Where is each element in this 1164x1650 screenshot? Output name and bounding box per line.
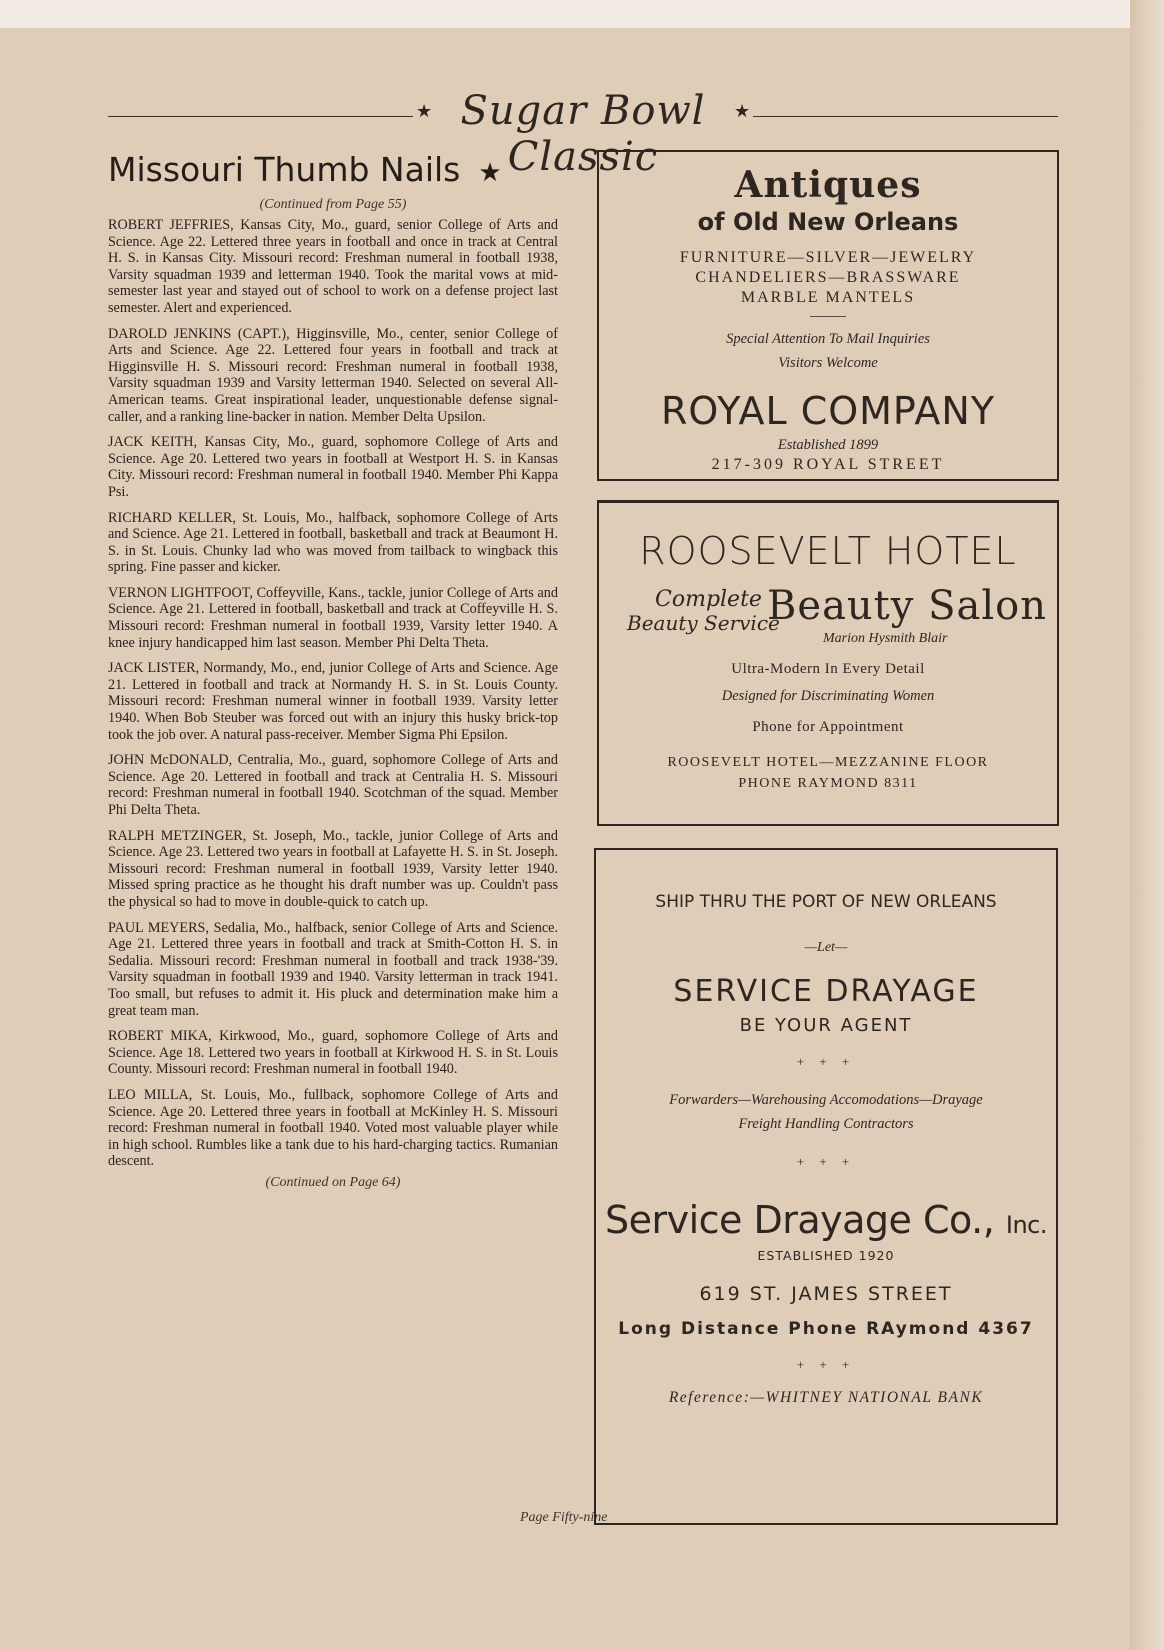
ad-antiques-subtitle: of Old New Orleans bbox=[697, 208, 959, 236]
ad-antiques-company: ROYAL COMPANY bbox=[660, 389, 996, 433]
player-bio: LEO MILLA, St. Louis, Mo., fullback, sophomore College of Arts and Science. Age 20. Lettered three years in football at McKinley H. S. Missouri record: Freshman numeral in football 1940. Voted most valuable player while in high school. Rumbles like a tank due to his hard-charging tactics. Rumanian descent. bbox=[108, 1086, 558, 1170]
player-bio: RICHARD KELLER, St. Louis, Mo., halfback, sophomore College of Arts and Science. Age 21. Lettered in football, basketball and track at Beaumont H. S. in St. Louis. Chunky lad who was moved from tailback to wingback this spring. Fine passer and kicker. bbox=[108, 509, 558, 576]
star-icon: ★ bbox=[734, 101, 751, 121]
note-line: Special Attention To Mail Inquiries bbox=[726, 331, 930, 347]
product-line: FURNITURE—SILVER—JEWELRY bbox=[679, 249, 977, 266]
player-bio: ROBERT JEFFRIES, Kansas City, Mo., guard, senior College of Arts and Science. Age 22. Lettered three years in football and once in track at Central H. S. in Kansas City. Missouri record: Freshman numeral in football 1938, Varsity squadman 1939 and letterman 1940. Took the marital vows at mid-semester last year and stayed out of school to work on a defense project last semester. Alert and experienced. bbox=[108, 217, 558, 316]
player-bio: VERNON LIGHTFOOT, Coffeyville, Kans., tackle, junior College of Arts and Science. Age 21. Lettered in football, basketball and track at Coffeyville H. S. Missouri record: Freshman numeral in football 1939, Varsity letter 1940. A knee injury handicapped him last season. Member Phi Delta Theta. bbox=[108, 584, 558, 651]
services-line: Freight Handling Contractors bbox=[738, 1116, 914, 1132]
phone-line: PHONE RAYMOND 8311 bbox=[738, 776, 918, 791]
ad-roosevelt-tagline: Designed for Discriminating Women bbox=[721, 688, 935, 704]
ad-antiques-address: 217-309 ROYAL STREET bbox=[711, 456, 945, 473]
beauty-salon-heading: Beauty Salon bbox=[767, 583, 1047, 629]
ad-roosevelt-line: Phone for Appointment bbox=[752, 719, 904, 735]
scan-right-margin bbox=[1130, 0, 1164, 1650]
product-line: MARBLE MANTELS bbox=[740, 289, 916, 306]
ad-drayage-headline: SHIP THRU THE PORT OF NEW ORLEANS bbox=[655, 892, 997, 912]
player-bio: ROBERT MIKA, Kirkwood, Mo., guard, sophomore College of Arts and Science. Age 18. Lettered two years in football at Kirkwood H. S. in St. Louis County. Missouri record: Freshman numeral in football 1940. bbox=[108, 1028, 558, 1078]
player-bio: DAROLD JENKINS (CAPT.), Higginsville, Mo., center, senior College of Arts and Science. Age 22. Lettered four years in football and track at Higginsville H. S. Missouri record: Freshman numeral in football 1938, Varsity squadman 1939 and Varsity letterman 1940. Selected on several All-American teams. Great inspirational leader, unquestionable defense signal-caller, and a ranking line-backer in nation. Member Delta Upsilon. bbox=[108, 325, 558, 425]
ad-drayage-company bbox=[596, 1198, 1056, 1242]
product-line: CHANDELIERS—BRASSWARE bbox=[695, 269, 961, 286]
article-title bbox=[108, 150, 558, 193]
ad-antiques-title: Antiques bbox=[734, 164, 922, 206]
company-name: Service Drayage Co., bbox=[604, 1198, 995, 1242]
note-line: Visitors Welcome bbox=[778, 355, 878, 371]
star-icon: ★ bbox=[478, 158, 502, 188]
player-bio: PAUL MEYERS, Sedalia, Mo., halfback, senior College of Arts and Science. Age 21. Lettered three years in football and track at Smith-Cotton H. S. in Sedalia. Missouri record: Freshman numeral in football and track 1938-'39. Varsity squadman in football 1939 and 1940. Varsity letterman in track 1941. Too small, but refuses to admit it. His pluck and determination make him a great team man. bbox=[108, 919, 558, 1019]
salon-owner: Marion Hysmith Blair bbox=[823, 631, 948, 646]
article-title-text: Missouri Thumb Nails bbox=[108, 150, 461, 189]
header-rule-right bbox=[753, 116, 1058, 117]
page-number: Page Fifty-nine bbox=[520, 1510, 608, 1525]
plus-ornament: + + + bbox=[796, 1054, 856, 1069]
location-line: ROOSEVELT HOTEL—MEZZANINE FLOOR bbox=[667, 755, 989, 770]
publication-title: Sugar Bowl Classic bbox=[460, 88, 706, 180]
plus-ornament: + + + bbox=[796, 1154, 856, 1169]
ad-drayage-service: SERVICE DRAYAGE bbox=[673, 974, 979, 1009]
ad-roosevelt-location bbox=[599, 752, 1057, 794]
services-line: Forwarders—Warehousing Accomodations—Drayage bbox=[669, 1092, 983, 1108]
ad-antiques bbox=[597, 150, 1059, 481]
header-rule-left bbox=[108, 116, 413, 117]
ad-roosevelt-title: ROOSEVELT HOTEL bbox=[639, 529, 1017, 573]
beauty-service-script: Beauty Service bbox=[627, 611, 780, 635]
company-inc: Inc. bbox=[1005, 1211, 1048, 1239]
continued-on-note: (Continued on Page 64) bbox=[265, 1174, 401, 1190]
ad-drayage-established: ESTABLISHED 1920 bbox=[757, 1248, 895, 1263]
divider bbox=[810, 316, 846, 317]
ad-antiques-established: Established 1899 bbox=[777, 437, 879, 453]
player-bio: JACK LISTER, Normandy, Mo., end, junior College of Arts and Science. Age 21. Lettered in football and track at Normandy H. S. in St. Louis County. Missouri record: Freshman numeral winner in football 1939. Varsity letter 1940. When Bob Steuber was forced out with an injury this husky brick-top took the job over. A natural pass-receiver. Member Sigma Phi Epsilon. bbox=[108, 660, 558, 743]
article-column bbox=[108, 150, 558, 1191]
complete-script: Complete bbox=[655, 587, 762, 612]
scan-top-margin bbox=[0, 0, 1164, 28]
ad-drayage-address: 619 ST. JAMES STREET bbox=[699, 1283, 953, 1305]
salon-block bbox=[599, 581, 1057, 647]
ad-drayage-let: —Let— bbox=[804, 940, 848, 955]
ad-drayage-agent: BE YOUR AGENT bbox=[739, 1015, 913, 1036]
ad-drayage-phone: Long Distance Phone RAymond 4367 bbox=[618, 1319, 1034, 1339]
ad-antiques-products bbox=[599, 248, 1057, 308]
ad-antiques-note bbox=[599, 327, 1057, 375]
plus-ornament: + + + bbox=[796, 1357, 856, 1372]
ad-roosevelt-hotel bbox=[597, 500, 1059, 826]
ad-drayage-reference: Reference:—WHITNEY NATIONAL BANK bbox=[668, 1389, 984, 1406]
player-bio: JACK KEITH, Kansas City, Mo., guard, sophomore College of Arts and Science. Age 20. Lettered two years in football at Westport H. S. in Kansas City. Missouri record: Freshman numeral in football 1940. Member Phi Kappa Psi. bbox=[108, 434, 558, 500]
ad-drayage-services bbox=[596, 1088, 1056, 1136]
player-bio: RALPH METZINGER, St. Joseph, Mo., tackle, junior College of Arts and Science. Age 23. Lettered two years in football at Lafayette H. S. in St. Joseph. Missouri record: Freshman numeral in football 1939, Varsity letter 1940. Missed spring practice as he thought his draft number was up. Couldn't pass the physical so had to move in double-quick to catch up. bbox=[108, 827, 558, 910]
continued-from-note: (Continued from Page 55) bbox=[259, 197, 407, 212]
ad-roosevelt-line: Ultra-Modern In Every Detail bbox=[731, 661, 925, 677]
ad-service-drayage bbox=[594, 848, 1058, 1525]
player-bio: JOHN McDONALD, Centralia, Mo., guard, sophomore College of Arts and Science. Age 20. Lettered in football and track at Centralia H. S. Missouri record: Freshman numeral in football 1940. Scotchman of the squad. Member Phi Delta Theta. bbox=[108, 752, 558, 818]
star-icon: ★ bbox=[416, 101, 433, 121]
